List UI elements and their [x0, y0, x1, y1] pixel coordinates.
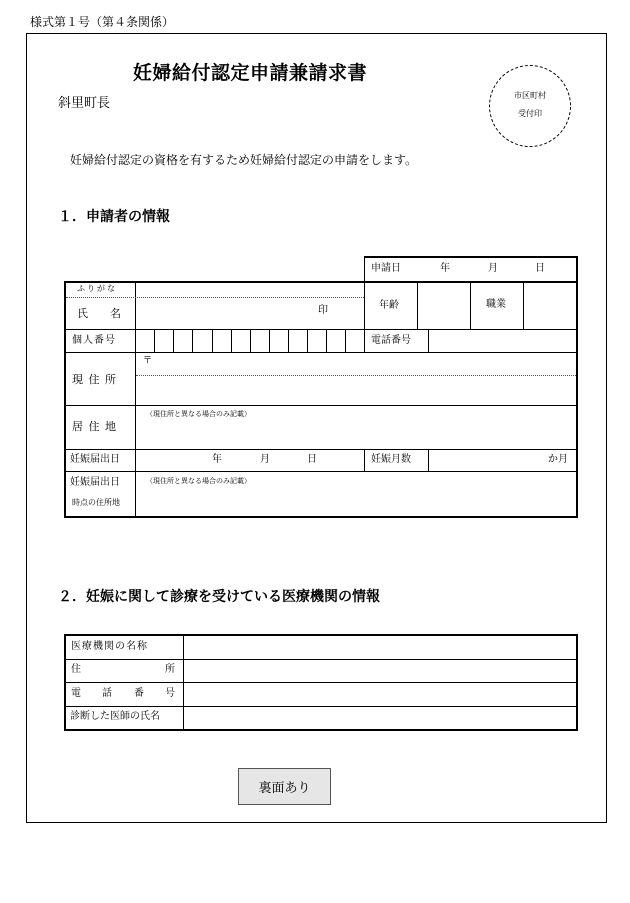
- name-field[interactable]: [137, 299, 313, 328]
- current-address-note: （現住所と異なる場合のみ記載）: [146, 410, 251, 418]
- stamp-line-1: 市区町村: [514, 91, 546, 100]
- application-date-day: 日: [535, 263, 545, 274]
- postal-mark: 〒: [143, 356, 153, 366]
- pregnancy-date-day: 日: [307, 454, 317, 465]
- age-field[interactable]: [419, 283, 469, 328]
- residence-label: 居 住 地: [72, 420, 117, 433]
- pregnancy-date-year: 年: [212, 454, 222, 465]
- address-at-notice-label-1: 妊娠届出日: [70, 477, 120, 488]
- phone-label: 電話番号: [371, 335, 411, 346]
- furigana-label: ふりがな: [77, 284, 117, 293]
- address-at-notice-label-2: 時点の住所地: [72, 498, 120, 507]
- section-1-heading: １．申請者の情報: [58, 209, 170, 225]
- institution-address-field[interactable]: [185, 661, 575, 681]
- pregnancy-date-label: 妊娠届出日: [70, 454, 120, 465]
- name-label: 氏 名: [77, 307, 121, 320]
- institution-name-field[interactable]: [185, 637, 575, 658]
- institution-phone-label-1: 電: [71, 688, 81, 699]
- seal-mark: 印: [318, 305, 328, 316]
- current-address-label: 現 住 所: [72, 373, 117, 386]
- doctor-name-field[interactable]: [185, 708, 575, 728]
- pregnancy-months-field[interactable]: [430, 451, 544, 470]
- institution-address-label-2: 所: [165, 664, 175, 675]
- institution-phone-label-4: 号: [165, 688, 175, 699]
- form-number-label: 様式第１号（第４条関係）: [30, 15, 175, 29]
- intro-text: 妊婦給付認定の資格を有するため妊婦給付認定の申請をします。: [70, 153, 418, 167]
- institution-address-label-1: 住: [71, 664, 81, 675]
- personal-number-field[interactable]: [137, 331, 363, 351]
- application-day-field[interactable]: [508, 262, 532, 276]
- application-date-year: 年: [440, 263, 450, 274]
- occupation-label: 職業: [486, 299, 506, 310]
- occupation-field[interactable]: [525, 283, 575, 328]
- stamp-line-2: 受付印: [518, 109, 542, 118]
- application-year-field[interactable]: [414, 262, 440, 276]
- furigana-field[interactable]: [137, 283, 363, 296]
- application-date-month: 月: [488, 263, 498, 274]
- pregnancy-months-label: 妊娠月数: [371, 454, 411, 465]
- current-address-field[interactable]: [156, 354, 575, 404]
- application-date-label: 申請日: [371, 263, 401, 274]
- institution-phone-label-2: 話: [102, 688, 112, 699]
- form-title: 妊婦給付認定申請兼請求書: [132, 62, 367, 84]
- phone-field[interactable]: [430, 331, 575, 351]
- pregnancy-date-field[interactable]: [137, 451, 363, 470]
- addressee: 斜里町長: [58, 96, 111, 111]
- institution-phone-field[interactable]: [185, 684, 575, 705]
- personal-number-label: 個人番号: [72, 335, 116, 346]
- reverse-side-button[interactable]: 裏面あり: [238, 768, 331, 805]
- institution-phone-label-3: 番: [134, 688, 144, 699]
- pregnancy-months-unit: か月: [548, 454, 568, 465]
- notice-address-note: （現住所と異なる場合のみ記載）: [146, 477, 251, 485]
- notice-address-field[interactable]: [137, 487, 575, 515]
- pregnancy-date-month: 月: [260, 454, 270, 465]
- doctor-name-label: 診断した医師の氏名: [70, 711, 160, 722]
- application-month-field[interactable]: [462, 262, 486, 276]
- institution-name-label: 医療機関の名称: [71, 641, 148, 652]
- residence-field[interactable]: [137, 420, 575, 448]
- notice-address-note-wrap: [146, 476, 251, 486]
- section-2-heading: ２．妊娠に関して診療を受けている医療機関の情報: [58, 589, 380, 605]
- reception-stamp-area: [489, 65, 571, 147]
- current-address-note-wrap: [146, 409, 251, 419]
- age-label: 年齢: [379, 300, 399, 311]
